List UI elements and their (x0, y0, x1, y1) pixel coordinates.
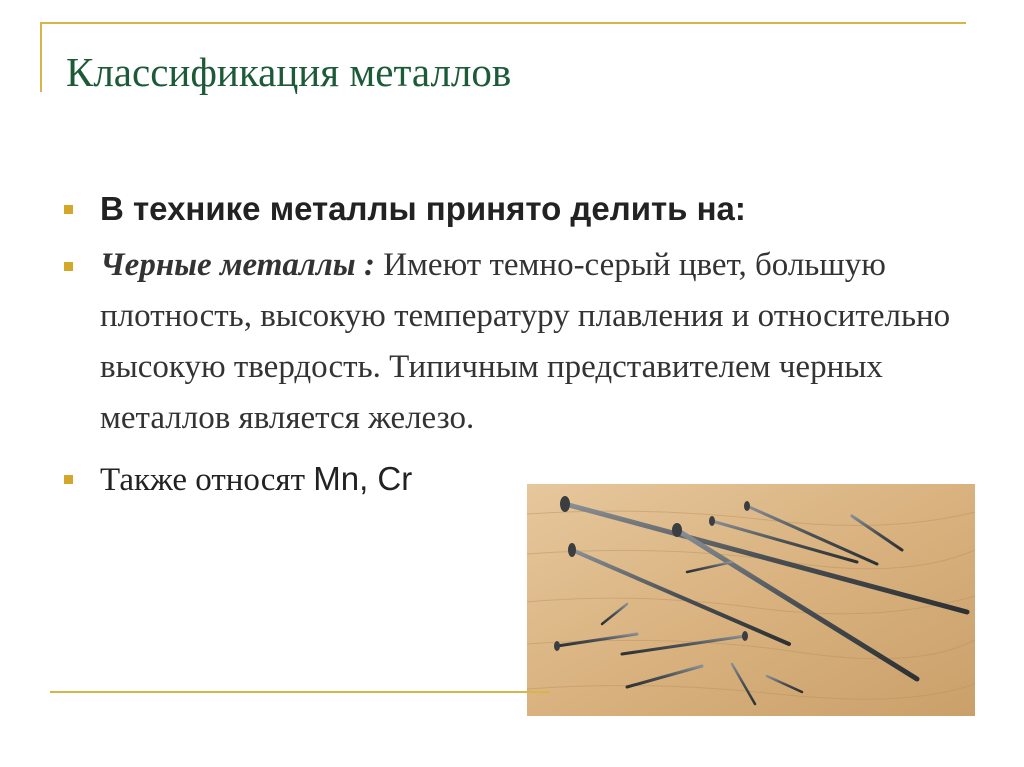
also-includes-text: Также относят (100, 462, 314, 498)
ferrous-metals-term: Черные металлы : (100, 247, 375, 283)
bullet-marker (64, 205, 73, 214)
ferrous-metals-description: Имеют темно-серый цвет, большую плотность, высокую температуру плавления и относительно высокую твердость. Типичным представителем черных металлов является железо. (100, 247, 951, 436)
left-rule (40, 22, 42, 92)
nails-photo (527, 484, 975, 716)
bullet-intro-text: В технике металлы принято делить на: (100, 190, 746, 227)
element-symbols: Mn, Cr (313, 460, 413, 497)
top-rule (40, 22, 966, 24)
bullet-intro (60, 186, 960, 232)
bottom-rule (50, 691, 550, 693)
bullet-list (60, 186, 960, 503)
bullet-ferrous-metals (60, 240, 960, 444)
bullet-marker (64, 475, 73, 484)
bullet-marker (64, 262, 73, 271)
slide-title: Классификация металлов (66, 49, 512, 95)
